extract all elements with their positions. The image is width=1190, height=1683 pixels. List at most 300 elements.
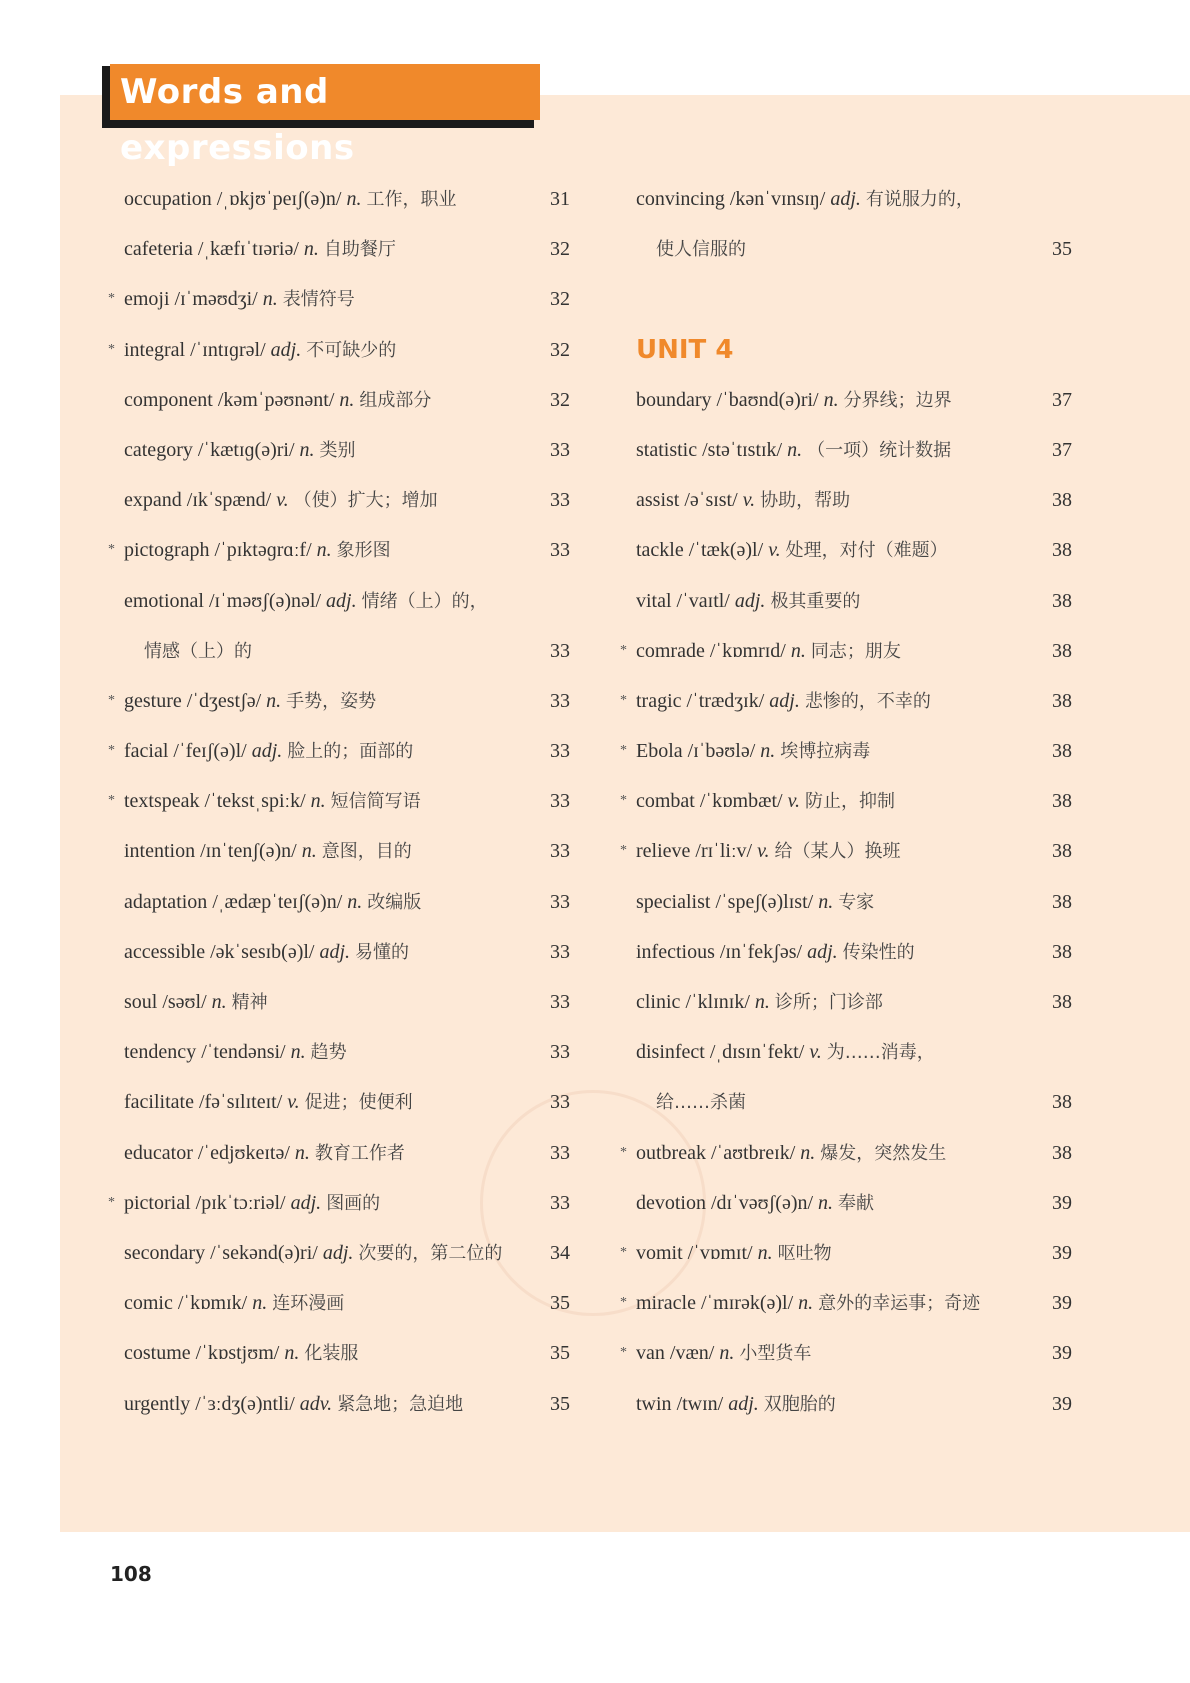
required-mark: * — [620, 1244, 627, 1260]
part-of-speech: n. — [303, 238, 319, 261]
word-entry — [108, 1328, 570, 1378]
word-entry — [108, 1027, 570, 1077]
part-of-speech: n. — [818, 890, 834, 913]
part-of-speech: v. — [809, 1041, 822, 1064]
phonetic: /ˈaʊtbreɪk/ — [710, 1141, 796, 1164]
word-entry — [620, 826, 1072, 876]
headword: intention — [124, 840, 196, 863]
page-reference: 35 — [550, 1342, 570, 1365]
page-reference: 32 — [550, 388, 570, 411]
phonetic: /ˌkæfɪˈtɪəriə/ — [197, 238, 299, 261]
chinese-meaning: 分界线；边界 — [843, 389, 952, 411]
page-reference: 33 — [550, 991, 570, 1013]
headword: assist — [636, 489, 680, 512]
entry-text — [636, 525, 948, 576]
word-entry — [620, 525, 1072, 575]
entry-text — [636, 1379, 836, 1430]
page-reference: 39 — [1052, 1342, 1072, 1365]
word-entry — [620, 626, 1072, 676]
word-entry — [108, 425, 570, 475]
word-entry — [108, 525, 570, 575]
chinese-meaning: 情感（上）的 — [144, 640, 252, 662]
chinese-meaning: 意图，目的 — [321, 841, 412, 863]
entry-text — [144, 626, 252, 677]
page-reference: 33 — [550, 438, 570, 461]
required-mark: * — [620, 1144, 627, 1160]
part-of-speech: n. — [787, 438, 803, 461]
phonetic: /ˈɪntɪɡrəl/ — [190, 338, 266, 361]
part-of-speech: v. — [276, 489, 289, 512]
chinese-meaning: 不可缺少的 — [306, 339, 397, 361]
word-entry — [108, 1128, 570, 1178]
part-of-speech: n. — [790, 639, 806, 662]
entry-text — [124, 1077, 413, 1128]
phonetic: /ˈdʒestʃə/ — [186, 689, 262, 712]
page-reference: 33 — [550, 1091, 570, 1114]
chinese-meaning: 紧急地；急迫地 — [337, 1393, 464, 1415]
chinese-meaning: 短信简写语 — [330, 791, 421, 813]
right-word-column — [620, 174, 1072, 1429]
chinese-meaning: 精神 — [231, 992, 268, 1013]
entry-text — [636, 927, 915, 978]
headword: miracle — [636, 1292, 696, 1315]
part-of-speech: n. — [798, 1292, 814, 1315]
word-entry — [620, 576, 1072, 626]
entry-text — [636, 1128, 946, 1179]
part-of-speech: adj. — [769, 689, 800, 712]
phonetic: /ˈpɪktəɡrɑːf/ — [214, 539, 312, 562]
part-of-speech: n. — [339, 388, 355, 411]
word-entry — [108, 375, 570, 425]
chinese-meaning: 极其重要的 — [770, 590, 861, 612]
chinese-meaning: 埃博拉病毒 — [780, 741, 871, 763]
chinese-meaning: 趋势 — [310, 1042, 347, 1064]
word-entry — [108, 626, 570, 676]
page-reference: 32 — [550, 288, 570, 311]
page-reference: 39 — [1052, 1191, 1072, 1214]
part-of-speech: v. — [768, 539, 781, 562]
entry-text — [124, 1178, 380, 1229]
page-reference: 38 — [1052, 940, 1072, 963]
word-entry — [108, 475, 570, 525]
word-entry — [620, 174, 1072, 224]
chinese-meaning: 使人信服的 — [656, 239, 746, 261]
required-mark: * — [108, 542, 115, 558]
page-reference: 33 — [550, 890, 570, 913]
entry-text — [124, 525, 391, 576]
entry-text — [124, 375, 431, 426]
page-reference: 33 — [550, 840, 570, 863]
entry-text — [636, 776, 895, 827]
headword: Ebola — [636, 740, 683, 763]
required-mark: * — [108, 743, 115, 759]
headword: accessible — [124, 940, 206, 963]
entry-text — [636, 826, 900, 877]
part-of-speech: n. — [262, 288, 278, 311]
phonetic: /ˈkætɪɡ(ə)ri/ — [197, 438, 295, 461]
chinese-meaning: 促进；使便利 — [304, 1092, 413, 1114]
chinese-meaning: 处理，对付（难题） — [785, 540, 948, 562]
chinese-meaning: 组成部分 — [359, 389, 432, 411]
word-entry — [620, 224, 1072, 274]
part-of-speech: n. — [284, 1342, 300, 1365]
chinese-meaning: 爆发，突然发生 — [820, 1142, 947, 1164]
entry-text — [636, 977, 883, 1028]
phonetic: /ɪˈməʊdʒi/ — [174, 288, 258, 311]
entry-text — [636, 1278, 980, 1329]
chinese-meaning: 有说服力的， — [865, 189, 974, 210]
entry-text — [636, 1228, 832, 1279]
entry-text — [124, 1328, 358, 1379]
headword: adaptation — [124, 890, 208, 913]
chinese-meaning: 奉献 — [838, 1192, 875, 1214]
headword: specialist — [636, 890, 711, 913]
phonetic: /ˈtrædʒɪk/ — [686, 689, 765, 712]
phonetic: /ˈsekənd(ə)ri/ — [210, 1241, 318, 1264]
part-of-speech: n. — [757, 1241, 773, 1264]
word-entry — [620, 1178, 1072, 1228]
page-reference: 35 — [550, 1392, 570, 1415]
entry-text — [636, 676, 931, 727]
required-mark: * — [620, 793, 627, 809]
page-reference: 38 — [1052, 1141, 1072, 1164]
part-of-speech: n. — [310, 790, 326, 813]
phonetic: /stəˈtɪstɪk/ — [702, 438, 783, 461]
chinese-meaning: 协助，帮助 — [760, 490, 851, 512]
phonetic: /ˈspeʃ(ə)lɪst/ — [715, 890, 814, 913]
part-of-speech: adj. — [326, 589, 357, 612]
phonetic: /kəmˈpəʊnənt/ — [217, 388, 335, 411]
part-of-speech: n. — [754, 991, 770, 1013]
page-reference: 38 — [1052, 689, 1072, 712]
word-entry — [620, 1077, 1072, 1127]
part-of-speech: v. — [787, 790, 800, 813]
entry-text — [124, 927, 409, 978]
headword: disinfect — [636, 1041, 705, 1064]
chinese-meaning: 为……消毒， — [826, 1042, 935, 1064]
entry-text — [636, 425, 951, 476]
phonetic: /ˌɒkjʊˈpeɪʃ(ə)n/ — [216, 188, 342, 210]
page-reference: 33 — [550, 1141, 570, 1164]
phonetic: /ˈfeɪʃ(ə)l/ — [173, 740, 247, 763]
chinese-meaning: 改编版 — [367, 891, 422, 913]
chinese-meaning: 次要的，第二位的 — [358, 1242, 503, 1264]
required-mark: * — [108, 793, 115, 809]
headword: comic — [124, 1292, 173, 1315]
word-entry — [620, 676, 1072, 726]
phonetic: /ˌdɪsɪnˈfekt/ — [709, 1041, 805, 1064]
entry-text — [124, 475, 438, 526]
phonetic: /ɪnˈfekʃəs/ — [719, 940, 803, 963]
chinese-meaning: 化装服 — [304, 1343, 359, 1365]
page-reference: 38 — [1052, 1091, 1072, 1114]
phonetic: /ˈkɒmrɪd/ — [709, 639, 786, 662]
page-reference: 38 — [1052, 489, 1072, 512]
word-entry — [108, 1379, 570, 1429]
page-reference: 33 — [550, 940, 570, 963]
page-reference: 38 — [1052, 539, 1072, 562]
entry-text — [124, 726, 413, 777]
entry-text — [124, 826, 412, 877]
entry-text — [636, 1328, 811, 1379]
chinese-meaning: 给（某人）换班 — [774, 841, 901, 863]
phonetic: /ˈkɒmɪk/ — [177, 1292, 248, 1315]
page-reference: 33 — [550, 1041, 570, 1064]
headword: facilitate — [124, 1091, 194, 1114]
page-reference: 33 — [550, 639, 570, 662]
part-of-speech: adj. — [728, 1392, 759, 1415]
required-mark: * — [620, 1345, 627, 1361]
page-reference: 39 — [1052, 1241, 1072, 1264]
headword: costume — [124, 1342, 191, 1365]
page-reference: 33 — [550, 539, 570, 562]
phonetic: /ɪˈbəʊlə/ — [687, 740, 756, 763]
required-mark: * — [108, 341, 115, 357]
chinese-meaning: 表情符号 — [282, 289, 355, 311]
headword: facial — [124, 740, 169, 763]
headword: gesture — [124, 689, 182, 712]
entry-text — [636, 475, 850, 526]
chinese-meaning: 诊所；门诊部 — [774, 992, 883, 1013]
part-of-speech: n. — [719, 1342, 735, 1365]
entry-text — [124, 425, 356, 476]
phonetic: /ˈtendənsi/ — [201, 1041, 286, 1064]
phonetic: /twɪn/ — [676, 1392, 724, 1415]
page-reference: 32 — [550, 238, 570, 261]
word-entry — [108, 224, 570, 274]
page-reference: 34 — [550, 1241, 570, 1264]
required-mark: * — [108, 1194, 115, 1210]
phonetic: /ɪkˈspænd/ — [186, 489, 272, 512]
chinese-meaning: 意外的幸运事；奇迹 — [818, 1293, 981, 1315]
phonetic: /ˈedjʊkeɪtə/ — [197, 1141, 290, 1164]
phonetic: /dɪˈvəʊʃ(ə)n/ — [711, 1191, 814, 1214]
headword: category — [124, 438, 193, 461]
word-entry — [620, 776, 1072, 826]
entry-text — [124, 1027, 347, 1078]
required-mark: * — [620, 843, 627, 859]
headword: vital — [636, 589, 672, 612]
entry-text — [636, 174, 974, 225]
page-reference: 39 — [1052, 1292, 1072, 1315]
word-entry — [108, 1077, 570, 1127]
required-mark: * — [620, 692, 627, 708]
page-reference: 35 — [550, 1292, 570, 1315]
headword: educator — [124, 1141, 193, 1164]
entry-text — [636, 1027, 935, 1078]
headword: pictorial — [124, 1191, 191, 1214]
part-of-speech: n. — [299, 438, 315, 461]
word-entry — [620, 1278, 1072, 1328]
entry-text — [124, 977, 268, 1028]
part-of-speech: adj. — [290, 1191, 322, 1214]
entry-text — [636, 375, 952, 426]
word-entry — [108, 977, 570, 1027]
headword: outbreak — [636, 1141, 706, 1164]
phonetic: /ˈvaɪtl/ — [676, 589, 730, 612]
chinese-meaning: 教育工作者 — [314, 1142, 405, 1164]
entry-text — [636, 877, 874, 928]
headword: expand — [124, 489, 182, 512]
entry-text — [124, 1278, 344, 1329]
entry-text — [124, 174, 456, 225]
page-reference: 31 — [550, 188, 570, 210]
headword: tragic — [636, 689, 682, 712]
entry-text — [124, 676, 376, 727]
entry-text — [124, 776, 421, 827]
part-of-speech: v. — [287, 1091, 300, 1114]
required-mark: * — [108, 692, 115, 708]
required-mark: * — [620, 743, 627, 759]
part-of-speech: n. — [800, 1141, 816, 1164]
word-entry — [620, 877, 1072, 927]
headword: tackle — [636, 539, 684, 562]
phonetic: /ˈkɒmbæt/ — [699, 790, 783, 813]
part-of-speech: n. — [346, 188, 362, 210]
part-of-speech: n. — [347, 890, 363, 913]
word-entry — [620, 425, 1072, 475]
page-reference: 38 — [1052, 890, 1072, 913]
section-title: Words and expressions — [110, 64, 540, 120]
headword: soul — [124, 991, 158, 1013]
required-mark: * — [620, 1295, 627, 1311]
word-entry — [108, 776, 570, 826]
word-entry — [620, 375, 1072, 425]
phonetic: /ˈɜːdʒ(ə)ntli/ — [195, 1392, 295, 1415]
page-number: 108 — [110, 1562, 152, 1586]
part-of-speech: v. — [757, 840, 770, 863]
word-entry — [108, 1228, 570, 1278]
chinese-meaning: 手势，姿势 — [286, 690, 377, 712]
entry-text — [124, 325, 396, 376]
page-reference: 38 — [1052, 639, 1072, 662]
word-entry — [620, 927, 1072, 977]
page-reference: 38 — [1052, 589, 1072, 612]
page-reference: 33 — [550, 740, 570, 763]
part-of-speech: adj. — [734, 589, 766, 612]
part-of-speech: v. — [742, 489, 756, 512]
chinese-meaning: 工作，职业 — [366, 189, 457, 210]
headword: secondary — [124, 1241, 206, 1264]
word-entry — [620, 1328, 1072, 1378]
word-entry — [620, 1128, 1072, 1178]
entry-text — [636, 626, 901, 677]
headword: textspeak — [124, 790, 200, 813]
phonetic: /pɪkˈtɔːriəl/ — [195, 1191, 286, 1214]
chinese-meaning: 给……杀菌 — [656, 1092, 746, 1114]
part-of-speech: adj. — [807, 940, 838, 963]
part-of-speech: n. — [316, 539, 332, 562]
entry-text — [124, 576, 488, 627]
headword: clinic — [636, 991, 681, 1013]
word-entry — [620, 1379, 1072, 1429]
word-entry — [108, 927, 570, 977]
part-of-speech: n. — [252, 1292, 268, 1315]
phonetic: /əˈsɪst/ — [684, 489, 738, 512]
page-reference: 33 — [550, 790, 570, 813]
phonetic: /ˈtæk(ə)l/ — [688, 539, 764, 562]
chinese-meaning: 传染性的 — [842, 941, 915, 963]
phonetic: /ˈvɒmɪt/ — [687, 1241, 753, 1264]
entry-text — [124, 877, 421, 928]
chinese-meaning: （使）扩大；增加 — [293, 490, 438, 512]
entry-text — [124, 1128, 405, 1179]
word-entry — [108, 174, 570, 224]
required-mark: * — [108, 291, 115, 307]
headword: emotional — [124, 589, 204, 612]
headword: infectious — [636, 940, 715, 963]
blank-row — [620, 274, 1072, 324]
chinese-meaning: 双胞胎的 — [763, 1393, 836, 1415]
word-entry — [620, 475, 1072, 525]
chinese-meaning: 小型货车 — [739, 1343, 812, 1365]
entry-text — [636, 576, 860, 627]
headword: tendency — [124, 1041, 197, 1064]
headword: urgently — [124, 1392, 191, 1415]
chinese-meaning: 呕吐物 — [777, 1242, 832, 1264]
page-reference: 38 — [1052, 740, 1072, 763]
part-of-speech: adj. — [830, 188, 861, 210]
phonetic: /ˈtekstˌspiːk/ — [204, 790, 306, 813]
part-of-speech: adv. — [299, 1392, 333, 1415]
page-reference: 33 — [550, 489, 570, 512]
phonetic: /ɪnˈtenʃ(ə)n/ — [200, 840, 297, 863]
phonetic: /ˌædæpˈteɪʃ(ə)n/ — [212, 890, 343, 913]
phonetic: /ˈkɒstjʊm/ — [195, 1342, 280, 1365]
chinese-meaning: 易懂的 — [355, 941, 410, 963]
headword: cafeteria — [124, 238, 193, 261]
chinese-meaning: 防止，抑制 — [804, 791, 895, 813]
part-of-speech: n. — [290, 1041, 306, 1064]
word-entry — [108, 576, 570, 626]
page-reference: 39 — [1052, 1392, 1072, 1415]
word-entry — [620, 977, 1072, 1027]
word-entry — [108, 676, 570, 726]
phonetic: /fəˈsɪlɪteɪt/ — [198, 1091, 283, 1114]
part-of-speech: n. — [211, 991, 227, 1013]
entry-text — [656, 224, 746, 275]
phonetic: /kənˈvɪnsɪŋ/ — [729, 188, 826, 210]
chinese-meaning: 连环漫画 — [272, 1293, 345, 1315]
chinese-meaning: 图画的 — [326, 1192, 381, 1214]
unit-heading — [620, 325, 1072, 375]
word-entry — [108, 1278, 570, 1328]
word-entry — [108, 726, 570, 776]
chinese-meaning: 类别 — [319, 439, 356, 461]
part-of-speech: adj. — [251, 740, 283, 763]
headword: combat — [636, 790, 695, 813]
word-entry — [108, 274, 570, 324]
entry-text — [636, 1178, 874, 1229]
page-reference: 33 — [550, 689, 570, 712]
headword: comrade — [636, 639, 705, 662]
headword: convincing — [636, 188, 725, 210]
chinese-meaning: 情绪（上）的， — [361, 590, 488, 612]
part-of-speech: n. — [266, 689, 282, 712]
headword: occupation — [124, 188, 212, 210]
page-reference: 38 — [1052, 991, 1072, 1013]
part-of-speech: n. — [818, 1191, 834, 1214]
entry-text — [656, 1077, 746, 1128]
phonetic: /ɪˈməʊʃ(ə)nəl/ — [208, 589, 322, 612]
chinese-meaning: 象形图 — [336, 540, 391, 562]
page-reference: 37 — [1052, 438, 1072, 461]
phonetic: /ˈklɪnɪk/ — [685, 991, 750, 1013]
phonetic: /rɪˈliːv/ — [695, 840, 753, 863]
page-reference: 33 — [550, 1191, 570, 1214]
page-reference: 38 — [1052, 790, 1072, 813]
word-entry — [620, 1228, 1072, 1278]
